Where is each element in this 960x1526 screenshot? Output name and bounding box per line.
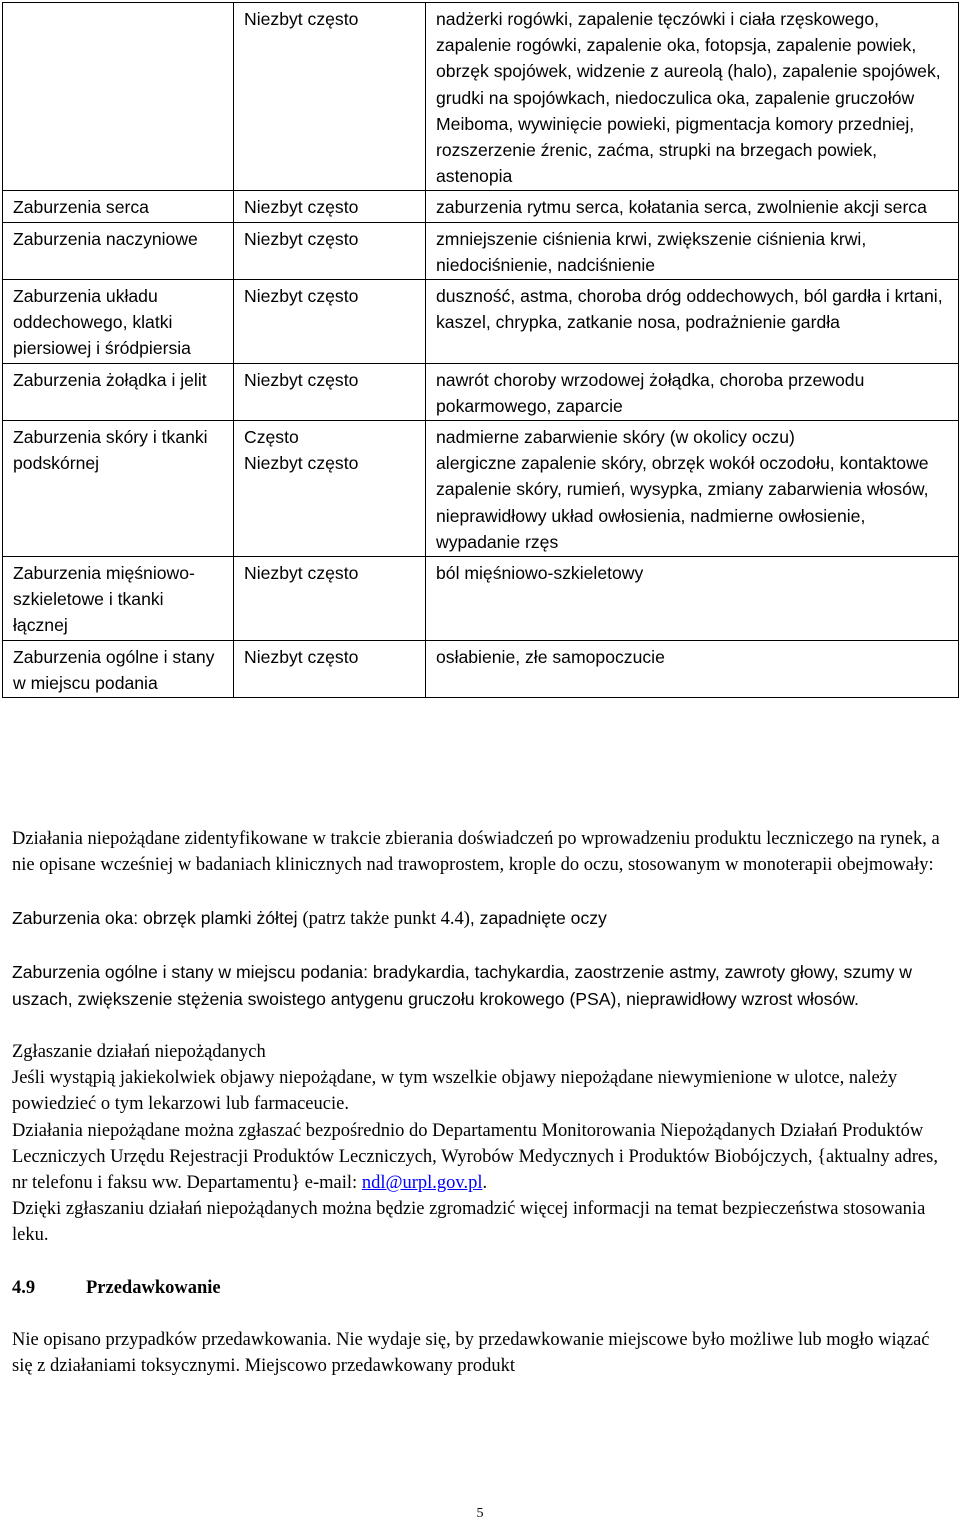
reporting-paragraph-1: Jeśli wystąpią jakiekolwiek objawy niepożądane, w tym wszelkie objawy niepożądane niewymienione w ulotce, należy powiedzieć o tym lekarzowi lub farmaceucie. xyxy=(12,1068,898,1115)
frequency-cell xyxy=(234,557,426,641)
organ-class-cell: Zaburzenia ogólne i stany w miejscu podania xyxy=(3,640,234,697)
effects-cell xyxy=(426,640,959,697)
table-row xyxy=(3,3,959,191)
eye-disorders-reference: (patrz także punkt 4.4) xyxy=(302,909,470,930)
organ-class-cell: Zaburzenia serca xyxy=(3,191,234,222)
table-row xyxy=(3,191,959,222)
postmarketing-paragraph: Działania niepożądane zidentyfikowane w trakcie zbierania doświadczeń po wprowadzeniu produktu leczniczego na rynek, a nie opisane wcześniej w badaniach klinicznych nad trawoprostem, krople do oczu, stosowanym w monoterapii obejmowały: xyxy=(12,829,940,876)
organ-class-cell: Zaburzenia skóry i tkanki podskórnej xyxy=(3,421,234,557)
effects-text: duszność, astma, choroba dróg oddechowych, ból gardła i krtani, kaszel, chrypka, zatkanie nosa, podrażnienie gardła xyxy=(436,286,943,333)
table-row xyxy=(3,640,959,697)
frequency-cell xyxy=(234,640,426,697)
page-number: 5 xyxy=(476,1506,484,1521)
general-disorders-paragraph xyxy=(12,959,942,1013)
organ-class-cell: Zaburzenia naczyniowe xyxy=(3,222,234,279)
general-disorders-label: Zaburzenia ogólne i stany w miejscu podania: xyxy=(12,961,373,982)
reporting-email-link[interactable]: ndl@urpl.gov.pl xyxy=(361,1173,483,1194)
effects-text: osłabienie, złe samopoczucie xyxy=(436,646,665,667)
frequency-label: Niezbyt często xyxy=(244,453,359,474)
body-text xyxy=(12,826,942,1379)
organ-class-cell xyxy=(3,3,234,191)
reporting-paragraph-3: Dzięki zgłaszaniu działań niepożądanych można będzie zgromadzić więcej informacji na temat bezpieczeństwa stosowania leku. xyxy=(12,1199,926,1246)
eye-disorders-label: Zaburzenia oka: obrzęk plamki żółtej xyxy=(12,908,303,929)
organ-class-cell: Zaburzenia mięśniowo-szkieletowe i tkanki łącznej xyxy=(3,557,234,641)
effects-text: nadmierne zabarwienie skóry (w okolicy oczu) xyxy=(436,427,795,448)
eye-disorders-rest: , zapadnięte oczy xyxy=(469,908,607,929)
reporting-paragraph-2-text: Działania niepożądane można zgłaszać bezpośrednio do Departamentu Monitorowania Niepożądanych Działań Produktów Leczniczych Urzędu Rejestracji Produktów Leczniczych, Wyrobów Medycznych i Produktów Biobójczych, {aktualny adres, nr telefonu i faksu ww. Departamentu} e-mail: xyxy=(12,1120,938,1194)
effects-cell xyxy=(426,421,959,557)
table-row xyxy=(3,222,959,279)
frequency-label: Niezbyt często xyxy=(244,563,359,584)
section-number: 4.9 xyxy=(12,1277,36,1298)
effects-text: zmniejszenie ciśnienia krwi, zwiększenie ciśnienia krwi, niedociśnienie, nadciśnienie xyxy=(436,228,867,275)
eye-disorders-paragraph xyxy=(12,905,942,932)
organ-class-cell: Zaburzenia żołądka i jelit xyxy=(3,363,234,420)
section-title: Przedawkowanie xyxy=(86,1277,221,1298)
frequency-cell xyxy=(234,280,426,364)
table-row xyxy=(3,557,959,641)
frequency-cell xyxy=(234,421,426,557)
table-row xyxy=(3,280,959,364)
table-row xyxy=(3,421,959,557)
frequency-label: Niezbyt często xyxy=(244,286,359,307)
frequency-cell xyxy=(234,3,426,191)
effects-cell xyxy=(426,3,959,191)
effects-cell xyxy=(426,557,959,641)
effects-cell xyxy=(426,280,959,364)
effects-cell xyxy=(426,191,959,222)
effects-text: nadżerki rogówki, zapalenie tęczówki i ciała rzęskowego, zapalenie rogówki, zapalenie oka, fotopsja, zapalenie powiek, obrzęk spojówek, widzenie z aureolą (halo), zapalenie spojówek, grudki na spojówkach, niedoczulica oka, zapalenie gruczołów Meiboma, wywinięcie powieki, pigmentacja komory przedniej, rozszerzenie źrenic, zaćma, strupki na brzegach powiek, astenopia xyxy=(436,9,941,187)
adverse-effects-table xyxy=(2,2,959,698)
section-heading xyxy=(12,1275,942,1301)
adverse-effects-table-body xyxy=(3,3,959,698)
frequency-cell xyxy=(234,222,426,279)
effects-text: zaburzenia rytmu serca, kołatania serca, zwolnienie akcji serca xyxy=(436,197,927,218)
overdose-paragraph: Nie opisano przypadków przedawkowania. Nie wydaje się, by przedawkowanie miejscowe było możliwe lub mogło wiązać się z działaniami toksycznymi. Miejscowo przedawkowany produkt xyxy=(12,1329,930,1377)
frequency-label: Niezbyt często xyxy=(244,228,359,249)
table-row xyxy=(3,363,959,420)
reporting-title: Zgłaszanie działań niepożądanych xyxy=(12,1042,266,1063)
frequency-label: Niezbyt często xyxy=(244,369,359,390)
organ-class-cell: Zaburzenia układu oddechowego, klatki piersiowej i śródpiersia xyxy=(3,280,234,364)
frequency-cell xyxy=(234,191,426,222)
frequency-label: Niezbyt często xyxy=(244,646,359,667)
effects-cell xyxy=(426,363,959,420)
general-disorders-rest: bradykardia, tachykardia, zaostrzenie astmy, zawroty głowy, szumy w uszach, zwiększenie stężenia swoistego antygenu gruczołu krokowego (PSA), nieprawidłowy wzrost włosów. xyxy=(12,961,912,1009)
effects-text: nawrót choroby wrzodowej żołądka, choroba przewodu pokarmowego, zaparcie xyxy=(436,369,865,416)
effects-text: ból mięśniowo-szkieletowy xyxy=(436,563,644,584)
effects-cell xyxy=(426,222,959,279)
reporting-paragraph-2-end: . xyxy=(482,1173,488,1194)
frequency-label: Niezbyt często xyxy=(244,9,359,29)
frequency-label: Często xyxy=(244,427,299,448)
reporting-paragraph-2 xyxy=(12,1118,942,1197)
frequency-label: Niezbyt często xyxy=(244,197,359,218)
frequency-cell xyxy=(234,363,426,420)
effects-text: alergiczne zapalenie skóry, obrzęk wokół oczodołu, kontaktowe zapalenie skóry, rumień, wysypka, zmiany zabarwienia włosów, nieprawidłowy układ owłosienia, nadmierne owłosienie, wypadanie rzęs xyxy=(436,453,929,552)
